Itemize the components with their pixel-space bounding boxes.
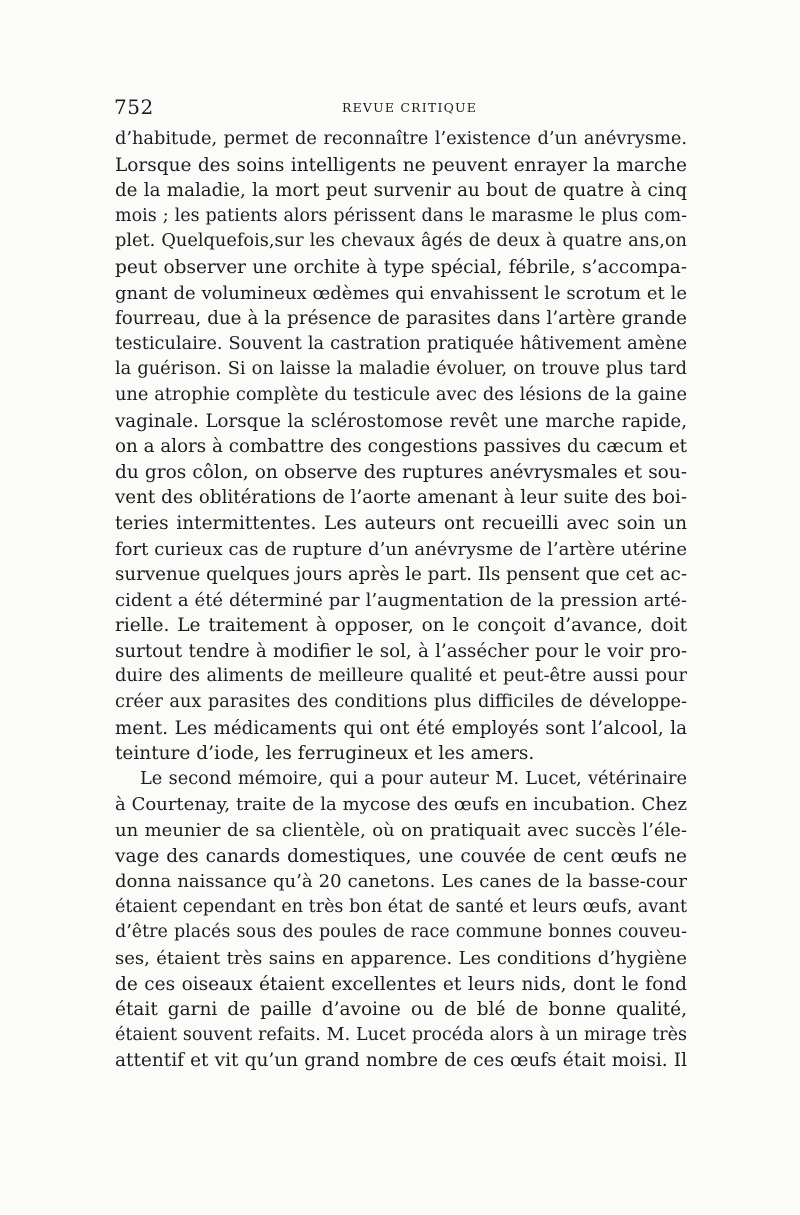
text-line: ment. Les médicaments qui ont été employés sont l’alcool, la	[115, 717, 687, 739]
text-line: teries intermittentes. Les auteurs ont recueilli avec soin un	[115, 512, 687, 534]
text-line: on a alors à combattre des congestions passives du cæcum et	[115, 436, 687, 458]
body-text	[115, 127, 687, 1074]
text-line: vent des oblitérations de l’aorte amenant à leur suite des boi-	[115, 487, 687, 509]
text-line: fort curieux cas de rupture d’un anévrysme de l’artère utérine	[115, 538, 687, 560]
text-line: étaient cependant en très bon état de santé et leurs œufs, avant	[115, 896, 687, 917]
running-head: REVUE CRITIQUE	[342, 100, 478, 115]
text-line: testiculaire. Souvent la castration pratiquée hâtivement amène	[115, 333, 687, 354]
text-line: Lorsque des soins intelligents ne peuvent enrayer la marche	[115, 154, 687, 176]
page-number: 752	[114, 95, 154, 119]
text-line: plet. Quelquefois,sur les chevaux âgés de deux à quatre ans,on	[115, 231, 687, 252]
text-line: de la maladie, la mort peut survenir au bout de quatre à cinq	[115, 180, 687, 202]
text-line: était garni de paille d’avoine ou de blé de bonne qualité,	[115, 999, 687, 1021]
text-line: créer aux parasites des conditions plus difficiles de développe-	[115, 692, 687, 713]
paragraph-end-line: teinture d’iode, les ferrugineux et les amers.	[115, 743, 535, 765]
text-line: à Courtenay, traite de la mycose des œufs en incubation. Chez	[115, 794, 687, 816]
text-line: survenue quelques jours après le part. Ils pensent que cet ac-	[115, 564, 687, 586]
text-line: duire des aliments de meilleure qualité et peut-être aussi pour	[115, 666, 687, 687]
text-line: cident a été déterminé par l’augmentation de la pression arté-	[115, 589, 687, 611]
text-line: la guérison. Si on laisse la maladie évoluer, on trouve plus tard	[115, 359, 687, 380]
text-line: gnant de volumineux œdèmes qui envahissent le scrotum et le	[115, 282, 687, 304]
text-line: une atrophie complète du testicule avec des lésions de la gaine	[115, 384, 687, 405]
text-line: étaient souvent refaits. M. Lucet procéda alors à un mirage très	[115, 1024, 687, 1045]
text-line: vaginale. Lorsque la sclérostomose revêt une marche rapide,	[115, 410, 687, 432]
text-line: d’habitude, permet de reconnaître l’existence d’un anévrysme.	[115, 129, 687, 149]
text-line: donna naissance qu’à 20 canetons. Les canes de la basse-cour	[115, 871, 687, 893]
text-line: peut observer une orchite à type spécial, fébrile, s’accompa-	[115, 256, 687, 278]
text-line: de ces oiseaux étaient excellentes et leurs nids, dont le fond	[115, 973, 687, 995]
text-line: surtout tendre à modifier le sol, à l’assécher pour le voir pro-	[115, 640, 687, 662]
text-line: vage des canards domestiques, une couvée de cent œufs ne	[115, 845, 687, 867]
text-line: rielle. Le traitement à opposer, on le conçoit d’avance, doit	[115, 615, 687, 637]
text-line: ses, étaient très sains en apparence. Les conditions d’hygiène	[115, 948, 687, 969]
text-line: d’être placés sous des poules de race commune bonnes couveu-	[115, 922, 687, 943]
text-line: fourreau, due à la présence de parasites dans l’artère grande	[115, 308, 687, 330]
text-line: attentif et vit qu’un grand nombre de ces œufs était moisi. Il	[115, 1050, 687, 1072]
paragraph-start-line: Le second mémoire, qui a pour auteur M. Lucet, vétérinaire	[140, 768, 687, 789]
text-line: mois ; les patients alors périssent dans le marasme le plus com-	[115, 205, 687, 226]
page-header	[112, 95, 687, 125]
text-line: du gros côlon, on observe des ruptures anévrysmales et sou-	[115, 461, 687, 483]
text-line: un meunier de sa clientèle, où on pratiquait avec succès l’éle-	[115, 820, 687, 842]
